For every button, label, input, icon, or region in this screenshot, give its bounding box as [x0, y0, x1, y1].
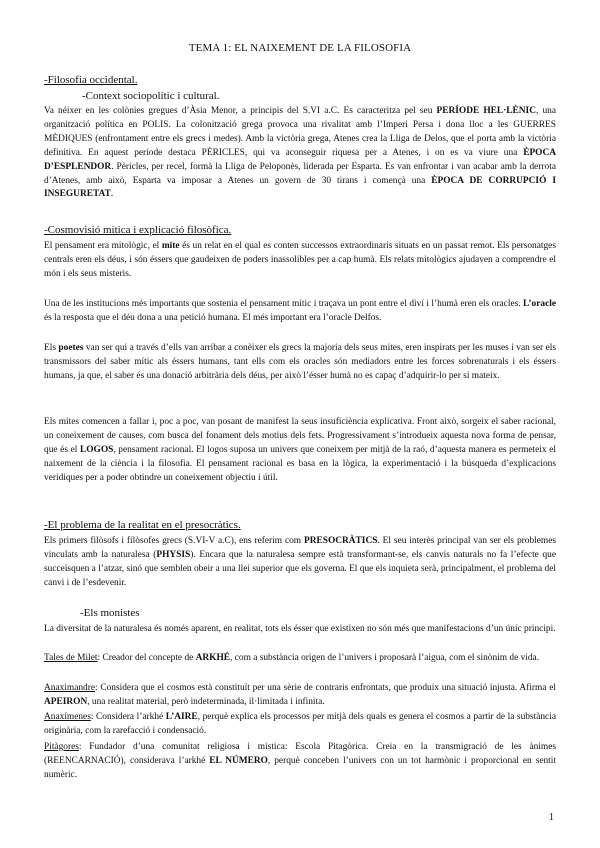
bold-term: mite [161, 241, 180, 251]
bold-term: APEIRON [44, 696, 88, 707]
paragraph-mite [44, 240, 556, 282]
bold-term: ÈPOCA DE CORRUPCIÓ I INSEGURETAT [44, 175, 556, 200]
text-run: El pensament era mitològic, el [44, 241, 162, 251]
text-run: , pensament racional. El logos suposa un univers que coneixem per mitjà de la raó, d’aquesta manera es permeteix el naixement de la ciència i la filosofia. El pensament racional es basa en la lògica, la experimentació i la búsqueda d’explicacions verídiques per a poder obtindre un coneixement objectiu i útil. [44, 444, 556, 483]
philosopher-name: Tales de Milet [44, 653, 98, 663]
section-heading-presocratics: -El problema de la realitat en el presocràtics. [44, 519, 241, 531]
text-run: , una realitat material, però indeterminada, il·limitada i infinita. [87, 696, 325, 707]
text-run: Els [44, 343, 59, 353]
subheading-monistes: -Els monistes [80, 607, 140, 619]
text-run: : Considera l’arkhé [90, 712, 166, 722]
text-run: , com a substància origen de l’univers i proposarà l’aigua, com el sinònim de vida. [230, 653, 540, 663]
text-run: ). Encara que la naturalesa sempre està transformant-se, els canvis naturals no fa l’efecte que succeïsquen a l’atzar, sinó que semblen obeir a una llei superior que els governa. El que els inquieta serà, principalment, el problema del canvi i de l’esdevenir. [44, 549, 556, 588]
text-run: : Creador del concepte de [97, 653, 196, 663]
paragraph-presocratics [44, 535, 556, 591]
section-heading-filosofia-occidental: -Filosofia occidental. [44, 74, 138, 86]
text-run: Va néixer en les colònies gregues d’Àsia Menor, a principis del S.VI a.C. Es caracteritza pel seu [44, 106, 437, 116]
text-run: , perquè conceben l’univers con un tot harmònic i proporcional en sentit numèric. [44, 755, 557, 780]
paragraph-poetes [44, 342, 556, 384]
bold-term: ÈPOCA D’ESPLENDOR [44, 147, 556, 172]
text-run: van ser qui a través d’ells van arribar a conèixer els grecs la majoria dels seus mites, eren inspirats per les muses i van ser els transmissors del saber mític als éssers humans, tant ells com els oracles són mediadors entre les forces sobrenaturals i els éssers humans, ja que, el saber és una donació arbitrària dels déus, per això l’ésser humà no es capaç d’adquirir-lo per si mateix. [44, 343, 557, 381]
text-run: : Fundador d’una comunitat religiosa i mística: Escola Pitagòrica. Creia en la transmigració de les ànimes (REENCARNACIÓ), considerava l’arkhé [44, 742, 556, 766]
bold-term: EL NÚMERO [209, 755, 268, 766]
philosopher-name: Anaximandre [44, 683, 96, 693]
bold-term: ARKHÉ [195, 653, 231, 663]
section-heading-cosmovisio: -Cosmovisió mítica i explicació filosòfica. [44, 224, 232, 236]
text-run: , perquè explica els processos per mitjà dels quals es genera el cosmos a partir de la substància originària, com la rarefacció i condensació. [44, 712, 556, 736]
page-number: 1 [549, 812, 554, 823]
text-run: . El seu interès principal van ser els problemes vinculats amb la naturalesa ( [44, 536, 556, 560]
paragraph-context [44, 105, 556, 202]
text-run: és un relat en el qual es conten successos extraordinaris situats en un passat remot. Els personatges centrals eren els déus, i són éssers que gaudeixen de poders inassolibles per a cap humà. Els relats mitològics ajudaven a comprendre el món i els seus misteris. [44, 241, 556, 279]
text-run: . Pèricles, per recel, formà la Lliga de Peloponès, liderada per Esparta. Es van enfrontar i van acabar amb la derrota d’Atenes, amb això, Esparta va imposar a Atenes un govern de 30 tirans i començà una [44, 161, 556, 186]
bold-term: PHYSIS [156, 549, 191, 560]
text-run: Una de les institucions més importants que sostenia el pensament mític i traçava un pont entre el diví i l’humà eren els oracles. [44, 299, 524, 309]
paragraph-tales [44, 652, 556, 666]
text-run: Els mites comencen a fallar i, poc a poc, van posant de manifest la seus insuficiència explicativa. Front això, sorgeix el saber racional, un coneixement de causes, com busca del fonament dels motius dels fets. Progressivament s’introdueix aquesta nova forma de pensar, que és el [44, 417, 556, 455]
paragraph-anaximandre [44, 682, 556, 710]
page-title: TEMA 1: EL NAIXEMENT DE LA FILOSOFIA [188, 42, 412, 54]
subheading-context: -Context sociopolític i cultural. [82, 90, 220, 102]
philosopher-name: Pitàgores [44, 742, 79, 752]
text-run: . [110, 189, 114, 200]
text-run: , una organització política en POLIS. La colonització grega provoca una rivalitat amb l’Imperi Persa i dona lloc a les GUERRES MÈDIQUES (enfrontament entre els grecs i medes). Amb la victòria grega, Atenes crea la Lliga de Delos, que el porta amb la victòria definitiva. En aquest període destaca PÈRICLES, qui va aconseguir riquesa per a Atenes, i on es va viure una [44, 106, 556, 158]
bold-term: PERÍODE HEL·LÈNIC [436, 106, 536, 116]
paragraph-monistes: La diversitat de la naturalesa és només aparent, en realitat, tots els ésser que existixen no són més que manifestacions d’un únic principi. [44, 624, 556, 634]
bold-term: poetes [58, 343, 84, 353]
text-run: Els primers filòsofs i filòsofes grecs (S.VI-V a.C), ens referim com [44, 536, 304, 546]
bold-term: L’oracle [523, 299, 556, 309]
paragraph-logos [44, 416, 556, 486]
bold-term: PRESOCRÀTICS [303, 536, 378, 546]
paragraph-oracle [44, 298, 556, 326]
paragraph-anaximenes [44, 711, 556, 739]
text-run: és la resposta que el déu dona a una petició humana. El més important era l’oracle Delfos. [44, 312, 382, 323]
paragraph-pitagores [44, 741, 556, 783]
bold-term: LOGOS [79, 444, 114, 455]
philosopher-name: Anaxímenes [44, 712, 91, 722]
text-run: : Considera que el cosmos està constituït per una sèrie de contraris enfrontats, que produix una situació injusta. Afirma el [95, 683, 556, 693]
bold-term: L’AIRE [165, 712, 198, 722]
